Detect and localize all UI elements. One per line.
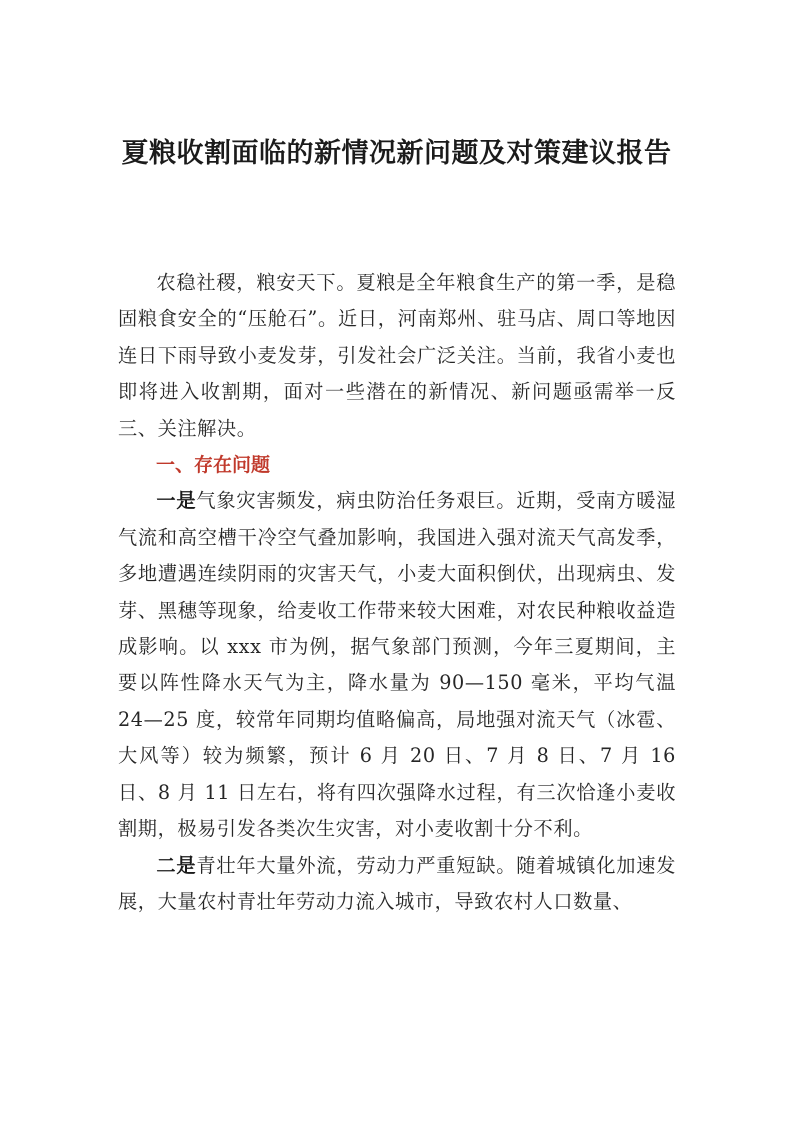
issue-lead-2: 二是: [156, 853, 197, 877]
issue-text-2: 青壮年大量外流，劳动力严重短缺。随着城镇化加速发展，大量农村青壮年劳动力流入城市，导致农村人口数量、: [118, 853, 677, 913]
document-body: [118, 265, 676, 920]
issue-paragraph-1: [118, 483, 676, 847]
issue-lead-1: 一是: [156, 489, 197, 513]
intro-paragraph: 农稳社稷，粮安天下。夏粮是全年粮食生产的第一季，是稳固粮食安全的“压舱石”。近日，河南郑州、驻马店、周口等地因连日下雨导致小麦发芽，引发社会广泛关注。当前，我省小麦也即将进入收割期，面对一些潜在的新情况、新问题亟需举一反三、关注解决。: [118, 271, 676, 440]
issue-text-1: 气象灾害频发，病虫防治任务艰巨。近期，受南方暖湿气流和高空槽干冷空气叠加影响，我国进入强对流天气高发季，多地遭遇连续阴雨的灾害天气，小麦大面积倒伏，出现病虫、发芽、黑穗等现象，给麦收工作带来较大困难，对农民种粮收益造成影响。以 xxx 市为例，据气象部门预测，今年三夏期间，主要以阵性降水天气为主，降水量为 90—150 毫米，平均气温 24—25 度，较常年同期均值略偏高，局地强对流天气（冰雹、大风等）较为频繁，预计 6 月 20 日、7 月 8 日、7 月 16 日、8 月 11 日左右，将有四次强降水过程，有三次恰逢小麦收割期，极易引发各类次生灾害，对小麦收割十分不利。: [118, 489, 677, 841]
section-heading: 一、存在问题: [156, 454, 271, 477]
document-title: 夏粮收割面临的新情况新问题及对策建议报告: [121, 138, 672, 169]
issue-paragraph-2: [118, 848, 676, 921]
